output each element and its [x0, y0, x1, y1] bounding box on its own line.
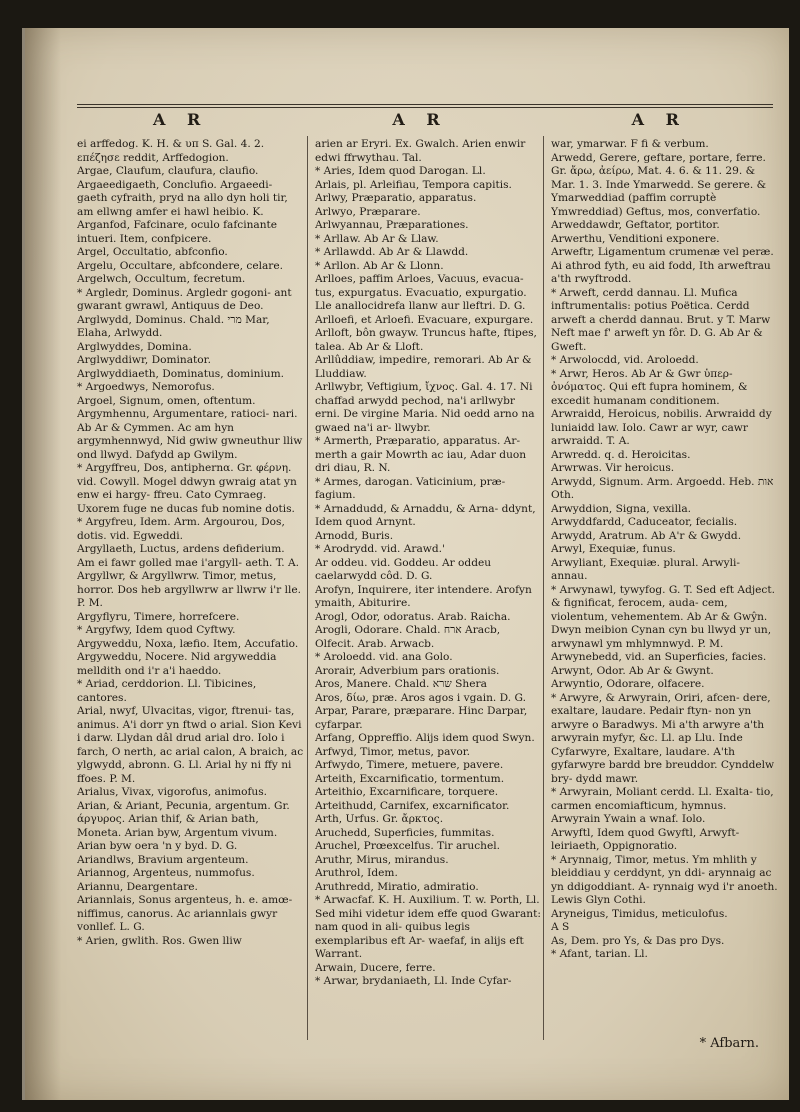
dictionary-entry: Arfwydo, Timere, metuere, pavere.: [315, 759, 504, 771]
dictionary-entry: Aros, Manere. Chald. שרא Shera: [315, 678, 487, 690]
dictionary-entry: Ar oddeu. vid. Goddeu. Ar oddeu caelarwydd côd. D. G.: [315, 556, 492, 582]
dictionary-entry: Argyweddu, Noxa, læfio. Item, Accufatio.: [77, 637, 299, 650]
dictionary-entry: * Arien, gwlith. Ros. Gwen lliw: [77, 934, 242, 947]
page-fold-shadow: [25, 28, 61, 1100]
dictionary-entry: * Argoedwys, Nemorofus.: [77, 381, 215, 393]
dictionary-entry: Arorair, Adverbium pars orationis.: [315, 664, 500, 677]
dictionary-entry: Arwyliant, Exequiæ. plural. Arwyli- annau.: [551, 556, 740, 582]
dictionary-entry: arien ar Eryri. Ex. Gwalch. Arien enwir edwi ffrwythau. Tal.: [315, 138, 526, 164]
top-rule: [77, 104, 773, 105]
dictionary-entry: Arlais, pl. Arleifiau, Tempora capitis.: [315, 178, 512, 191]
dictionary-entry: Arglwyddiaeth, Dominatus, dominium.: [77, 367, 285, 380]
dictionary-entry: * Arwar, brydaniaeth, Ll. Inde Cyfar-: [315, 975, 512, 987]
dictionary-entry: Arogl, Odor, odoratus. Arab. Raicha.: [315, 610, 511, 623]
dictionary-entry: * Arwynawl, tywyfog. G. T. Sed eft Adject. & fignificat, ferocem, auda- cem, violentum, vehementem. Ab Ar & Gwŷn. Dwyn meibion Cynan cyn bu llwyd yr un, arwynawl ym mhlymnwyd. P. M.: [551, 583, 775, 650]
dictionary-entry: Argelwch, Occultum, fecretum.: [77, 273, 246, 285]
dictionary-entry: Arwraidd, Heroicus, nobilis. Arwraidd dy luniaidd law. Iolo. Cawr ar wyr, cawr arwraidd. T. A.: [551, 408, 772, 447]
dictionary-entry: Argelu, Occultare, abfcondere, celare.: [77, 259, 283, 272]
dictionary-entry: * Argyfwy, Idem quod Cyftwy.: [77, 624, 236, 636]
dictionary-entry: A S: [551, 921, 570, 933]
dictionary-entry: Aryneigus, Timidus, meticulofus.: [551, 907, 728, 920]
dictionary-entry: * Argyfreu, Idem. Arm. Argourou, Dos, dotis. vid. Egweddi.: [77, 516, 285, 542]
dictionary-entry: Arglwyddes, Domina.: [77, 340, 192, 353]
dictionary-entry: Arlwy, Præparatio, apparatus.: [315, 192, 477, 204]
dictionary-entry: Ariannog, Argenteus, nummofus.: [77, 867, 255, 879]
dictionary-entry: * Argyffreu, Dos, antiphernα. Gr. φέρνη. vid. Cowyll. Mogel ddwyn gwraig atat yn enw ei hargy- ffreu. Cato Cymraeg. Uxorem fuge ne ducas fub nomine dotis.: [77, 462, 297, 515]
dictionary-entry: As, Dem. pro Ys, & Das pro Dys.: [551, 934, 725, 947]
dictionary-entry: * Aries, Idem quod Darogan. Ll.: [315, 165, 486, 177]
dictionary-entry: * Armerth, Præparatio, apparatus. Ar- merth a gair Mowrth ac iau, Adar duon dri diau, R. N.: [315, 435, 527, 474]
dictionary-entry: Ariannlais, Sonus argenteus, h. e. amœ- niffimus, canorus. Ac ariannlais gwyr vonllef. L. G.: [77, 894, 293, 933]
dictionary-entry: Arth, Urfus. Gr. ἄρκτος.: [315, 813, 444, 825]
dictionary-entry: Argel, Occultatio, abfconfio.: [77, 246, 228, 258]
dictionary-entry: Aruthredd, Miratio, admiratio.: [315, 880, 479, 893]
dictionary-entry: Arlloefi, et Arloefi. Evacuare, expurgare.: [315, 313, 534, 326]
top-rule-double: [77, 107, 773, 108]
dictionary-entry: Ariannu, Deargentare.: [77, 880, 198, 893]
dictionary-entry: Arwain, Ducere, ferre.: [315, 961, 436, 974]
dictionary-entry: Arnodd, Buris.: [315, 529, 394, 542]
dictionary-entry: Arialus, Vivax, vigorofus, animofus.: [77, 786, 268, 798]
dictionary-entry: * Arweft, cerdd dannau. Ll. Mufica inftrumentalis: potius Poëtica. Cerdd arweft a cherdd dannau. Brut. y T. Marw Neft mae f' arweft yn fôr. D. G. Ab Ar & Gweft.: [551, 286, 771, 353]
dictionary-entry: Argyflyru, Timere, horrefcere.: [77, 610, 240, 623]
dictionary-entry: Arwedd, Gerere, geftare, portare, ferre. Gr. ἄρω, ἀείρω, Mat. 4. 6. & 11. 29. & Mar. 1. 3. Inde Ymarwedd. Se gerere. & Ymarweddiad (paffim corruptè Ymwreddiad) Geftus, mos, converfatio.: [551, 151, 767, 218]
dictionary-entry: * Arwyre, & Arwyrain, Oriri, afcen- dere, exaltare, laudare. Pedair ftyn- non yn arwyre o Baradwys. Mi a'th arwyre a'th arwyrain myfyr, &c. Ll. ap Llu. Inde Cyfarwyre, Exaltare, laudare. A'th gyfarwyre bardd bre breuddor. Cynddelw bry- dydd mawr.: [551, 691, 775, 785]
dictionary-entry: Arwrwas. Vir heroicus.: [551, 462, 675, 474]
dictionary-entry: Argoel, Signum, omen, oftentum.: [77, 394, 256, 407]
dictionary-entry: ei arffedog. K. H. & υπ S. Gal. 4. 2. επέζησε reddit, Arffedogion.: [77, 138, 265, 164]
dictionary-entry: Arganfod, Fafcinare, oculo fafcinante intueri. Item, confpicere.: [77, 219, 278, 245]
dictionary-entry: Arwyntio, Odorare, olfacere.: [551, 678, 705, 690]
dictionary-entry: * Arynnaig, Timor, metus. Ym mhlith y bleiddiau y cerddynt, yn ddi- arynnaig ac yn ddigoddiant. A- rynnaig wyd i'r anoeth. Lewis Glyn Cothi.: [551, 853, 778, 906]
dictionary-entry: Argyllaeth, Luctus, ardens defiderium. Am ei fawr golled mae i'argyll- aeth. T. A.: [77, 543, 300, 569]
running-head-right: A R: [631, 110, 687, 129]
dictionary-entry: * Argledr, Dominus. Argledr gogoni- ant gwarant gwrawl, Antiquus de Deo.: [77, 286, 292, 312]
dictionary-entry: Ariandlws, Bravium argenteum.: [77, 853, 249, 866]
dictionary-entry: Arweddawdr, Geftator, portitor.: [551, 219, 720, 231]
dictionary-entry: * Arwr, Heros. Ab Ar & Gwr ὑπερ- ὀνόματος. Qui eft fupra hominem, & excedit humanam conditionem.: [551, 367, 748, 407]
dictionary-page: [22, 28, 789, 1100]
column-divider: [543, 136, 544, 1040]
dictionary-entry: Arteithio, Excarnificare, torquere.: [315, 786, 499, 798]
dictionary-entry: * Arwyrain, Moliant cerdd. Ll. Exalta- tio, carmen encomiafticum, hymnus. Arwyrain Ywain a wnaf. Iolo.: [551, 786, 774, 825]
dictionary-entry: Arwynebedd, vid. an Superficies, facies.: [551, 651, 767, 663]
dictionary-entry: Arweftr, Ligamentum crumenæ vel peræ. Ai athrod fyth, eu aid fodd, Ith arweftrau a'th rwyftrodd.: [551, 246, 774, 285]
catchword: * Afbarn.: [699, 1036, 759, 1051]
dictionary-entry: Argae, Claufum, claufura, claufio.: [77, 165, 259, 177]
column-divider: [307, 136, 308, 1040]
running-head-left: A R: [153, 110, 209, 129]
dictionary-entry: Arwerthu, Venditioni exponere.: [551, 232, 720, 245]
dictionary-entry: * Arwacfaf. K. H. Auxilium. T. w. Porth, Ll. Sed mihi videtur idem effe quod Gwarant: nam quod in ali- quibus legis exemplaribus eft Ar- waefaf, in alijs eft Warrant.: [315, 894, 541, 960]
dictionary-entry: Arfang, Oppreffio. Alijs idem quod Swyn.: [315, 732, 535, 744]
dictionary-entry: Arwyftl, Idem quod Gwyftl, Arwyft- leiriaeth, Oppignoratio.: [551, 826, 740, 852]
dictionary-entry: * Aroloedd. vid. ana Golo.: [315, 651, 453, 663]
dictionary-entry: Arfwyd, Timor, metus, pavor.: [315, 745, 471, 758]
dictionary-entry: Arlloft, bôn gwayw. Truncus hafte, ftipes, talea. Ab Ar & Lloft.: [315, 327, 537, 353]
dictionary-entry: * Arodrydd. vid. Arawd.': [315, 543, 445, 555]
running-head-middle: A R: [392, 110, 448, 129]
dictionary-entry: * Armes, darogan. Vaticinium, præ- fagium.: [315, 475, 506, 501]
dictionary-entry: Argyweddu, Nocere. Nid argyweddia melldith ond i'r a'i haeddo.: [77, 651, 277, 677]
dictionary-entry: Arlloes, paffim Arloes, Vacuus, evacua- tus, expurgatus. Evacuatio, expurgatio. Lle anallocidrefa llanw aur lleftri. D. G.: [315, 273, 527, 312]
column-left: [77, 138, 304, 1043]
dictionary-entry: * Afant, tarian. Ll.: [551, 948, 648, 960]
dictionary-entry: Argyllwr, & Argyllwrw. Timor, metus, horror. Dos heb argyllwrw ar llwrw i'r lle. P. M.: [77, 570, 301, 609]
dictionary-entry: * Arnaddudd, & Arnaddu, & Arna- ddynt, Idem quod Arnynt.: [315, 502, 536, 528]
dictionary-entry: * Arwolocdd, vid. Aroloedd.: [551, 354, 699, 366]
dictionary-entry: Arteith, Excarnificatio, tormentum.: [315, 772, 505, 785]
dictionary-entry: Arogli, Odorare. Chald. ארח Aracb, Olfecit. Arab. Arwacb.: [315, 624, 501, 650]
dictionary-entry: Arlwyannau, Præparationes.: [315, 219, 469, 231]
dictionary-entry: Arofyn, Inquirere, iter intendere. Arofyn ymaith, Abiturire.: [315, 583, 532, 609]
dictionary-entry: Arwydd, Signum. Arm. Argoedd. Heb. אות Oth.: [551, 475, 774, 501]
dictionary-entry: Arllwybr, Veftigium, ἴχνος. Gal. 4. 17. Ni chaffad arwydd pechod, na'i arllwybr erni. De virgine Maria. Nid oedd arno na gwaed na'i ar- llwybr.: [315, 381, 535, 434]
dictionary-entry: Aruthr, Mirus, mirandus.: [315, 853, 449, 866]
dictionary-entry: Arglwydd, Dominus. Chald. מרי Mar, Elaha, Arlwydd.: [77, 313, 270, 339]
dictionary-entry: * Arllon. Ab Ar & Llonn.: [315, 259, 444, 272]
dictionary-entry: * Arllaw. Ab Ar & Llaw.: [315, 232, 439, 245]
dictionary-entry: Arpar, Parare, præparare. Hinc Darpar, cyfarpar.: [315, 705, 528, 731]
dictionary-entry: Arial, nwyf, Ulvacitas, vigor, ftrenui- tas, animus. A'i dorr yn ftwd o arial. Sion Kevi i darw. Llydan dâl drud arial dro. Iolo i farch, O nerth, ac arial calon, A braich, ac ylgwydd, abronn. G. Ll. Arial hy ni ffy ni ffoes. P. M.: [77, 705, 304, 785]
dictionary-entry: Arteithudd, Carnifex, excarnificator.: [315, 799, 510, 812]
dictionary-entry: Argymhennu, Argumentare, ratioci- nari. Ab Ar & Cymmen. Ac am hyn argymhennwyd, Nid gwiw gwneuthur lliw ond llwyd. Dafydd ap Gwilym.: [77, 408, 303, 461]
dictionary-entry: Aruthrol, Idem.: [315, 867, 398, 879]
dictionary-entry: * Ariad, cerddorion. Ll. Tibicines, cantores.: [77, 678, 257, 704]
dictionary-entry: Arwyl, Exequiæ, funus.: [551, 543, 676, 555]
running-heads: [61, 110, 779, 134]
dictionary-entry: Arllûddiaw, impedire, remorari. Ab Ar & Lluddiaw.: [315, 354, 532, 380]
dictionary-entry: war, ymarwar. F fi & verbum.: [551, 138, 709, 150]
dictionary-entry: Aruchel, Prœexcelfus. Tir aruchel.: [315, 840, 500, 852]
dictionary-entry: Argaeedigaeth, Conclufio. Argaeedi- gaeth cyfraith, pryd na allo dyn holi tir, am ellwng amfer ei hawl heibio. K.: [77, 178, 288, 218]
dictionary-entry: Arwredd. q. d. Heroicitas.: [551, 448, 691, 461]
dictionary-entry: Arian, & Ariant, Pecunia, argentum. Gr. άργυρος. Arian thif, & Arian bath, Moneta. Arian byw, Argentum vivum. Arian byw oera 'n y byd. D. G.: [77, 799, 290, 852]
dictionary-entry: Arwynt, Odor. Ab Ar & Gwynt.: [551, 664, 714, 677]
column-middle: [315, 138, 542, 1043]
dictionary-entry: Aros, δίω, præ. Aros agos i vgain. D. G.: [315, 691, 526, 704]
dictionary-entry: Arwyddfardd, Caduceator, fecialis.: [551, 516, 738, 528]
dictionary-entry: * Arllawdd. Ab Ar & Llawdd.: [315, 246, 469, 258]
dictionary-entry: Arlwyo, Præparare.: [315, 205, 421, 218]
dictionary-entry: Aruchedd, Superficies, fummitas.: [315, 826, 495, 839]
dictionary-entry: Arwyddion, Signa, vexilla.: [551, 502, 692, 515]
dictionary-entry: Arglwyddiwr, Dominator.: [77, 354, 211, 366]
column-right: [551, 138, 778, 1043]
dictionary-entry: Arwydd, Aratrum. Ab A'r & Gwydd.: [551, 529, 742, 542]
